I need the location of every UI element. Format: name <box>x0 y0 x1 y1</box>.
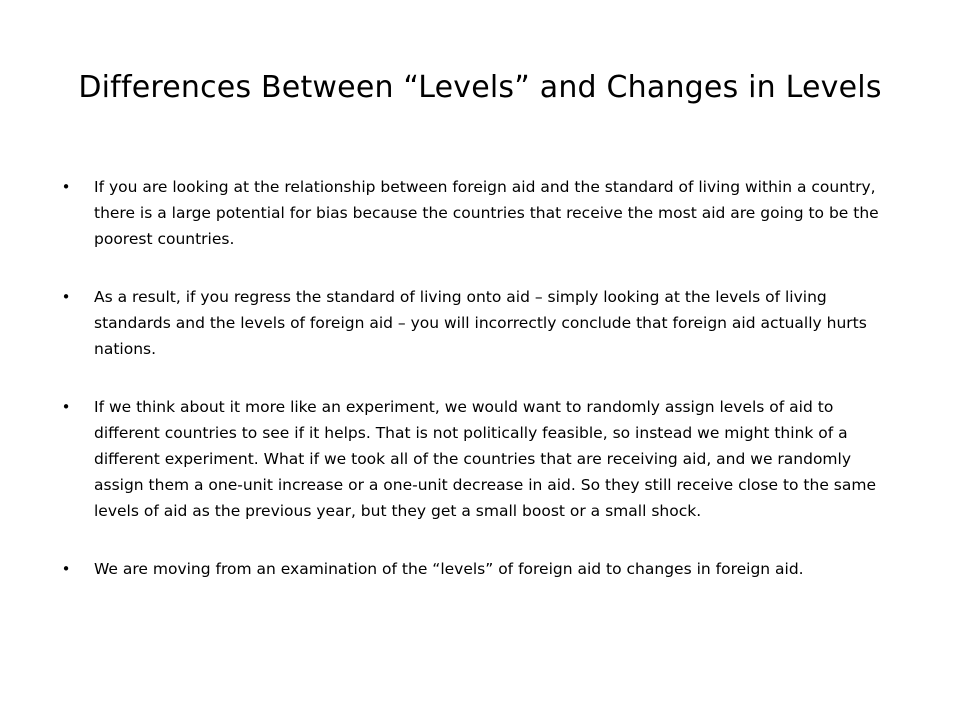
bullet-text: If you are looking at the relationship between foreign aid and the standard of living within a country, there is a large potential for bias because the countries that receive the most aid are going to be the poorest countries. <box>94 178 879 248</box>
bullet-item <box>60 284 890 362</box>
bullet-text: As a result, if you regress the standard of living onto aid – simply looking at the levels of living standards and the levels of foreign aid – you will incorrectly conclude that foreign aid actually hurts nations. <box>94 288 867 358</box>
bullet-item <box>60 394 890 524</box>
bullet-icon: • <box>61 178 71 196</box>
bullet-item <box>60 174 890 252</box>
slide-title: Differences Between “Levels” and Changes in Levels <box>78 70 882 105</box>
bullet-icon: • <box>61 560 71 578</box>
bullet-item <box>60 556 890 582</box>
bullet-icon: • <box>61 288 71 306</box>
bullet-icon: • <box>61 398 71 416</box>
bullet-text: We are moving from an examination of the “levels” of foreign aid to changes in foreign aid. <box>94 560 804 578</box>
bullet-text: If we think about it more like an experiment, we would want to randomly assign levels of aid to different countries to see if it helps. That is not politically feasible, so instead we might think of a different experiment. What if we took all of the countries that are receiving aid, and we randomly assign them a one-unit increase or a one-unit decrease in aid. So they still receive close to the same levels of aid as the previous year, but they get a small boost or a small shock. <box>94 398 877 520</box>
bullet-list <box>60 174 890 614</box>
